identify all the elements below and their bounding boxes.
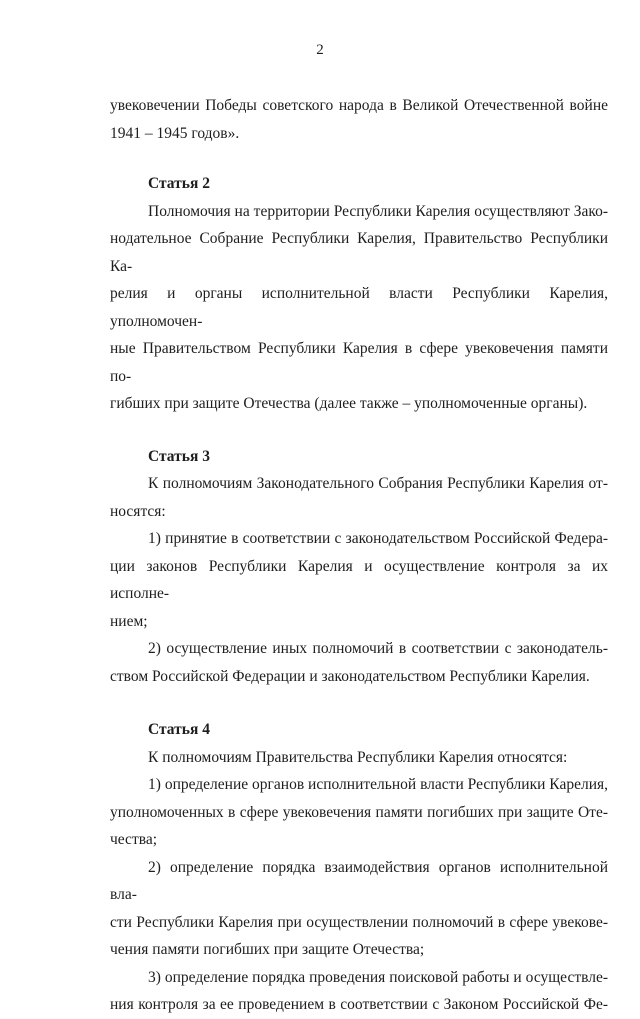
text-line: К полномочиям Правительства Республики Карелия относятся: [148, 748, 568, 766]
text-line: нием; [110, 612, 148, 630]
text-line: нодательное Собрание Республики Карелия, Правительство Республики Ка- [110, 230, 608, 275]
article-3-intro [110, 470, 608, 525]
text-line: 3) определение порядка проведения поисковой работы и осуществле- [148, 968, 608, 986]
article-4-intro [110, 744, 608, 772]
article-2-paragraph [110, 198, 608, 418]
article-4-item-2 [110, 854, 608, 964]
article-3-item-2 [110, 635, 608, 690]
text-line: увековечении Победы советского народа в Великой Отечественной войне [110, 97, 608, 114]
text-line: 2) определение порядка взаимодействия органов исполнительной вла- [110, 858, 608, 903]
article-4-item-1 [110, 771, 608, 854]
intro-paragraph [110, 92, 608, 147]
text-line: 1) принятие в соответствии с законодательством Российской Федера- [148, 530, 608, 547]
text-line: гибших при защите Отечества (далее также – уполномоченные органы). [110, 395, 588, 412]
text-line: уполномоченных в сфере увековечения памяти погибших при защите Оте- [110, 803, 608, 821]
text-line: сти Республики Карелия при осуществлении полномочий в сфере увекове- [110, 913, 608, 931]
text-line: чения памяти погибших при защите Отечества; [110, 941, 425, 958]
text-line: ции законов Республики Карелия и осуществление контроля за их исполне- [110, 557, 608, 602]
article-2-heading: Статья 2 [148, 175, 210, 192]
page-number: 2 [316, 42, 324, 58]
text-line: чества; [110, 831, 158, 848]
text-line: носятся: [110, 502, 166, 520]
article-3-item-1 [110, 525, 608, 635]
text-line: релия и органы исполнительной власти Республики Карелия, уполномочен- [110, 285, 608, 330]
text-line: ния контроля за ее проведением в соответствии с Законом Российской Фе- [110, 996, 608, 1013]
text-line: 1941 – 1945 годов». [110, 124, 240, 142]
article-4-item-3 [110, 964, 608, 1019]
text-line: К полномочиям Законодательного Собрания Республики Карелия от- [148, 475, 608, 492]
text-line: ные Правительством Республики Карелия в сфере увековечения памяти по- [110, 340, 608, 385]
text-line: Полномочия на территории Республики Карелия осуществляют Зако- [148, 202, 608, 220]
text-line: 1) определение органов исполнительной власти Республики Карелия, [148, 776, 608, 793]
text-line: ством Российской Федерации и законодательством Республики Карелия. [110, 667, 590, 685]
document-body [110, 92, 608, 1019]
article-3-heading: Статья 3 [148, 447, 210, 465]
text-line: 2) осуществление иных полномочий в соответствии с законодатель- [148, 640, 608, 657]
article-4-heading: Статья 4 [148, 721, 210, 738]
